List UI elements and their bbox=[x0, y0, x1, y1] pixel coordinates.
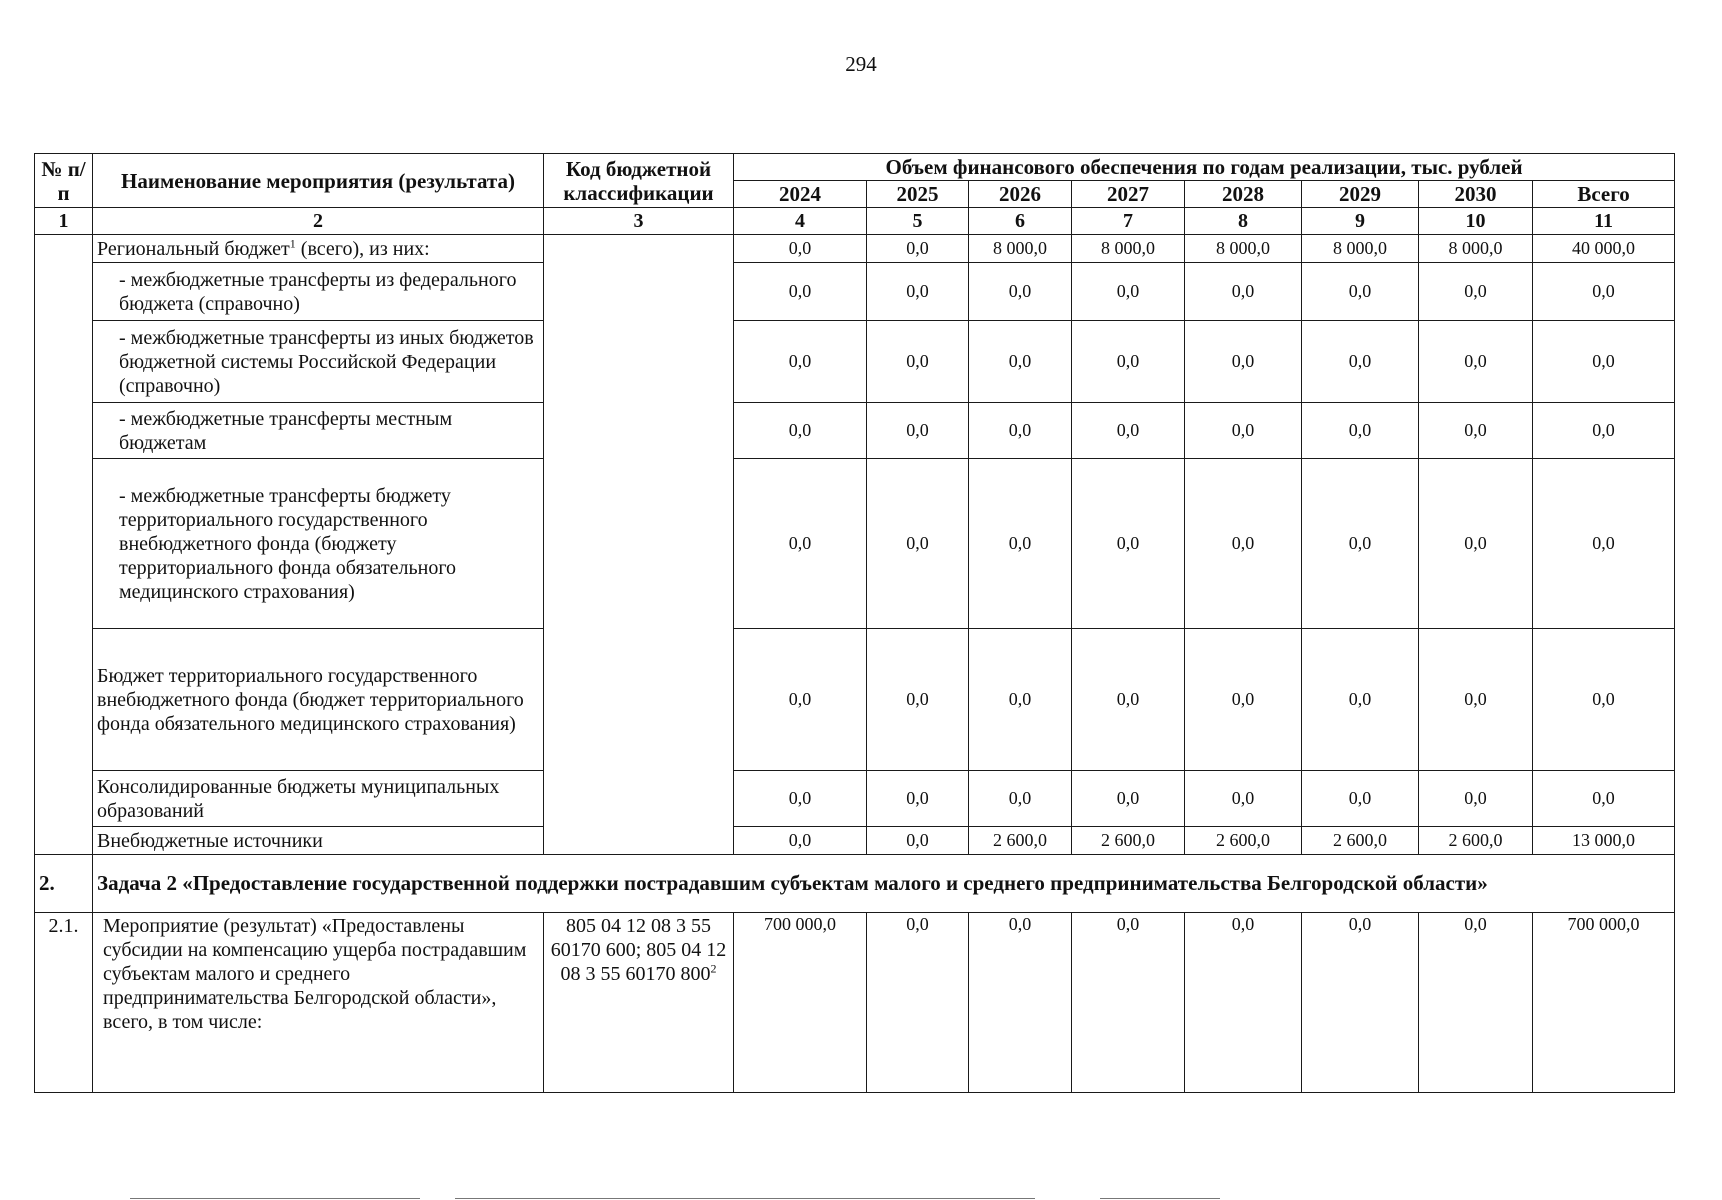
value-cell: 0,0 bbox=[1419, 321, 1533, 403]
row-name bbox=[93, 235, 544, 263]
row-name: Бюджет территориального государственного внебюджетного фонда (бюджет территориального фонда обязательного медицинского страхования) bbox=[93, 629, 544, 771]
value-cell: 0,0 bbox=[1533, 321, 1675, 403]
value-cell: 0,0 bbox=[867, 827, 969, 855]
value-cell: 0,0 bbox=[1302, 629, 1419, 771]
value-cell: 0,0 bbox=[969, 263, 1072, 321]
task-title: Задача 2 «Предоставление государственной поддержки пострадавшим субъектам малого и среднего предпринимательства Белгородской области» bbox=[93, 855, 1675, 913]
value-cell: 0,0 bbox=[1185, 913, 1302, 1093]
value-cell: 0,0 bbox=[969, 403, 1072, 459]
table-row bbox=[35, 771, 1675, 827]
row-name: - межбюджетные трансферты бюджету территориального государственного внебюджетного фонда (бюджету территориального фонда обязательного медицинского страхования) bbox=[93, 459, 544, 629]
page-number: 294 bbox=[845, 52, 877, 76]
column-number-row bbox=[35, 208, 1675, 235]
value-cell: 0,0 bbox=[1533, 263, 1675, 321]
header-year: 2026 bbox=[969, 181, 1072, 208]
column-number: 2 bbox=[93, 208, 544, 235]
value-cell: 0,0 bbox=[867, 913, 969, 1093]
measure-code bbox=[544, 913, 734, 1093]
value-cell: 0,0 bbox=[1185, 321, 1302, 403]
value-cell: 0,0 bbox=[1302, 321, 1419, 403]
header-year: 2030 bbox=[1419, 181, 1533, 208]
header-code: Код бюджетной классификации bbox=[544, 154, 734, 208]
value-cell: 0,0 bbox=[867, 459, 969, 629]
row-name-text: Региональный бюджет bbox=[97, 237, 290, 260]
value-cell: 0,0 bbox=[1302, 263, 1419, 321]
value-cell: 2 600,0 bbox=[1419, 827, 1533, 855]
footnote-mark: 1 bbox=[289, 236, 296, 251]
measure-code-text: 805 04 12 08 3 55 60170 600; 805 04 12 08 3 55 60170 800 bbox=[550, 915, 727, 986]
header-year: 2027 bbox=[1072, 181, 1185, 208]
separator-line bbox=[455, 1198, 1035, 1199]
value-cell: 0,0 bbox=[734, 459, 867, 629]
measure-row bbox=[35, 913, 1675, 1093]
value-cell: 0,0 bbox=[1302, 771, 1419, 827]
value-cell: 0,0 bbox=[969, 629, 1072, 771]
header-number: № п/п bbox=[35, 154, 93, 208]
value-cell: 0,0 bbox=[1533, 771, 1675, 827]
value-cell: 0,0 bbox=[734, 403, 867, 459]
row-name: - межбюджетные трансферты местным бюджетам bbox=[93, 403, 544, 459]
task-number: 2. bbox=[35, 855, 93, 913]
column-number: 5 bbox=[867, 208, 969, 235]
value-cell: 0,0 bbox=[867, 771, 969, 827]
value-cell: 0,0 bbox=[1185, 403, 1302, 459]
value-cell: 0,0 bbox=[734, 321, 867, 403]
value-cell: 0,0 bbox=[1419, 403, 1533, 459]
value-cell: 40 000,0 bbox=[1533, 235, 1675, 263]
value-cell: 0,0 bbox=[1185, 459, 1302, 629]
value-cell: 0,0 bbox=[867, 403, 969, 459]
value-cell: 0,0 bbox=[1533, 403, 1675, 459]
value-cell: 0,0 bbox=[1185, 771, 1302, 827]
value-cell: 0,0 bbox=[1072, 403, 1185, 459]
separator-line bbox=[130, 1198, 420, 1199]
value-cell: 0,0 bbox=[734, 827, 867, 855]
value-cell: 0,0 bbox=[1072, 263, 1185, 321]
footnote-mark: 2 bbox=[710, 961, 717, 976]
table-row bbox=[35, 459, 1675, 629]
value-cell: 0,0 bbox=[969, 459, 1072, 629]
row-name-suffix: (всего), из них: bbox=[295, 237, 430, 260]
value-cell: 0,0 bbox=[1072, 321, 1185, 403]
value-cell: 0,0 bbox=[1185, 629, 1302, 771]
row-name: - межбюджетные трансферты из федерального бюджета (справочно) bbox=[93, 263, 544, 321]
value-cell: 0,0 bbox=[1302, 403, 1419, 459]
value-cell: 2 600,0 bbox=[1185, 827, 1302, 855]
row-name: Внебюджетные источники bbox=[93, 827, 544, 855]
table-row bbox=[35, 827, 1675, 855]
column-number: 8 bbox=[1185, 208, 1302, 235]
column-number: 1 bbox=[35, 208, 93, 235]
column-number: 9 bbox=[1302, 208, 1419, 235]
column-number: 6 bbox=[969, 208, 1072, 235]
value-cell: 13 000,0 bbox=[1533, 827, 1675, 855]
table-row bbox=[35, 629, 1675, 771]
value-cell: 0,0 bbox=[969, 913, 1072, 1093]
value-cell: 0,0 bbox=[867, 263, 969, 321]
value-cell: 0,0 bbox=[734, 235, 867, 263]
row-name: Консолидированные бюджеты муниципальных образований bbox=[93, 771, 544, 827]
header-total: Всего bbox=[1533, 181, 1675, 208]
value-cell: 2 600,0 bbox=[1072, 827, 1185, 855]
header-year: 2024 bbox=[734, 181, 867, 208]
code-empty bbox=[544, 235, 734, 855]
value-cell: 700 000,0 bbox=[734, 913, 867, 1093]
value-cell: 0,0 bbox=[1072, 771, 1185, 827]
value-cell: 0,0 bbox=[1419, 459, 1533, 629]
value-cell: 0,0 bbox=[1072, 913, 1185, 1093]
value-cell: 0,0 bbox=[969, 771, 1072, 827]
value-cell: 700 000,0 bbox=[1533, 913, 1675, 1093]
header-year: 2025 bbox=[867, 181, 969, 208]
value-cell: 0,0 bbox=[1419, 263, 1533, 321]
column-number: 7 bbox=[1072, 208, 1185, 235]
value-cell: 0,0 bbox=[867, 321, 969, 403]
value-cell: 0,0 bbox=[1419, 629, 1533, 771]
value-cell: 0,0 bbox=[1185, 263, 1302, 321]
value-cell: 0,0 bbox=[867, 629, 969, 771]
table-row bbox=[35, 235, 1675, 263]
value-cell: 2 600,0 bbox=[1302, 827, 1419, 855]
header-volume: Объем финансового обеспечения по годам реализации, тыс. рублей bbox=[734, 154, 1675, 181]
measure-name: Мероприятие (результат) «Предоставлены субсидии на компенсацию ущерба пострадавшим субъектам малого и среднего предпринимательства Белгородской области», всего, в том числе: bbox=[93, 913, 544, 1093]
measure-number: 2.1. bbox=[35, 913, 93, 1093]
value-cell: 8 000,0 bbox=[1185, 235, 1302, 263]
value-cell: 0,0 bbox=[1419, 771, 1533, 827]
separator-line bbox=[1100, 1198, 1220, 1199]
value-cell: 8 000,0 bbox=[969, 235, 1072, 263]
table-row bbox=[35, 321, 1675, 403]
header-name: Наименование мероприятия (результата) bbox=[93, 154, 544, 208]
header-year: 2028 bbox=[1185, 181, 1302, 208]
value-cell: 8 000,0 bbox=[1302, 235, 1419, 263]
row-number-empty bbox=[35, 235, 93, 855]
value-cell: 0,0 bbox=[1419, 913, 1533, 1093]
header-year: 2029 bbox=[1302, 181, 1419, 208]
value-cell: 8 000,0 bbox=[1419, 235, 1533, 263]
value-cell: 2 600,0 bbox=[969, 827, 1072, 855]
column-number: 3 bbox=[544, 208, 734, 235]
value-cell: 0,0 bbox=[867, 235, 969, 263]
value-cell: 0,0 bbox=[1072, 459, 1185, 629]
task-row bbox=[35, 855, 1675, 913]
header-row-1 bbox=[35, 154, 1675, 181]
value-cell: 0,0 bbox=[734, 629, 867, 771]
column-number: 10 bbox=[1419, 208, 1533, 235]
value-cell: 0,0 bbox=[1533, 629, 1675, 771]
value-cell: 0,0 bbox=[969, 321, 1072, 403]
value-cell: 0,0 bbox=[1533, 459, 1675, 629]
column-number: 11 bbox=[1533, 208, 1675, 235]
value-cell: 0,0 bbox=[1302, 913, 1419, 1093]
value-cell: 0,0 bbox=[734, 771, 867, 827]
value-cell: 0,0 bbox=[1072, 629, 1185, 771]
table-row bbox=[35, 263, 1675, 321]
column-number: 4 bbox=[734, 208, 867, 235]
budget-table bbox=[34, 153, 1675, 1093]
table-row bbox=[35, 403, 1675, 459]
value-cell: 0,0 bbox=[734, 263, 867, 321]
row-name: - межбюджетные трансферты из иных бюджетов бюджетной системы Российской Федерации (справочно) bbox=[93, 321, 544, 403]
value-cell: 0,0 bbox=[1302, 459, 1419, 629]
value-cell: 8 000,0 bbox=[1072, 235, 1185, 263]
